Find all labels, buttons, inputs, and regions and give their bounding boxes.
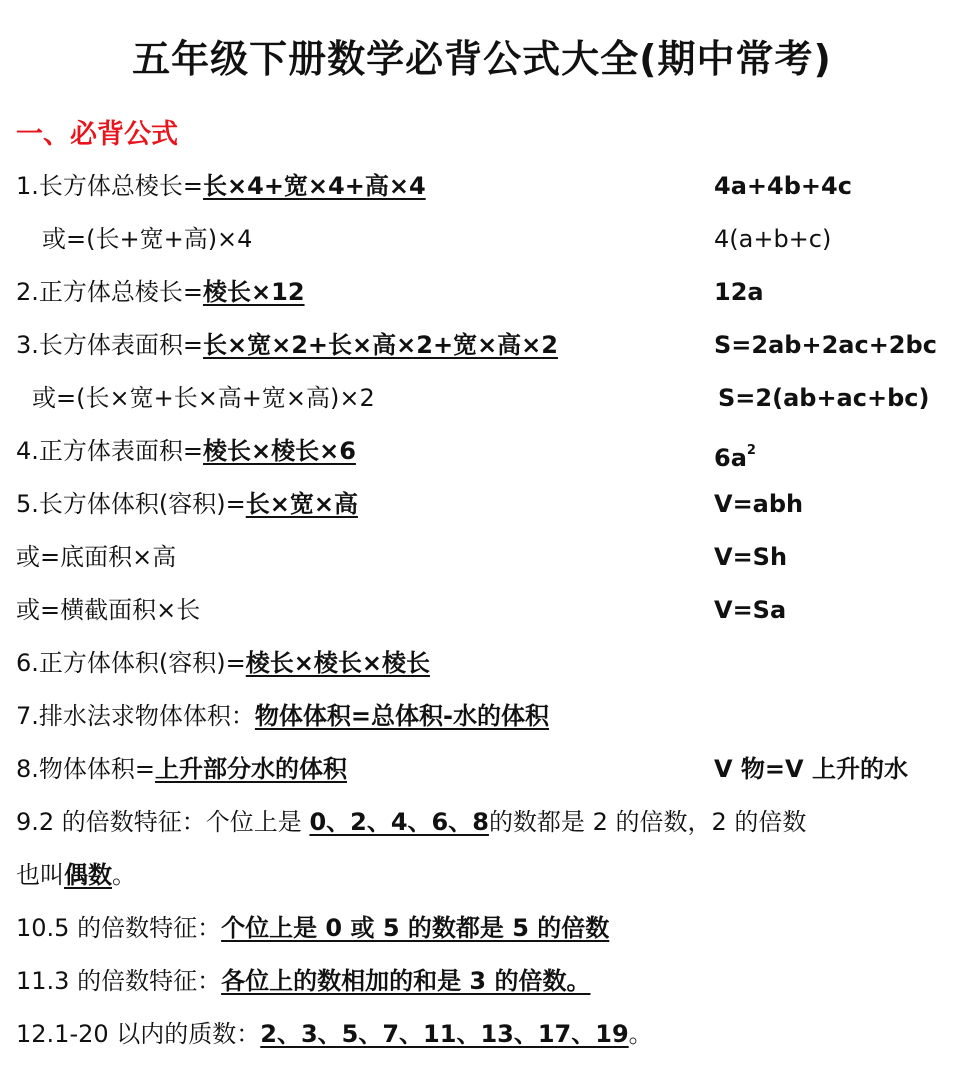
row-lead: 8.物体体积= xyxy=(16,755,156,783)
formula-symbolic-6 xyxy=(714,431,756,471)
row-lead: 12.1-20 以内的质数： xyxy=(16,1020,261,1048)
row-key: 偶数 xyxy=(64,861,112,889)
row-key: 物体体积=总体积-水的体积 xyxy=(254,702,549,730)
row-lead: 1.长方体总棱长= xyxy=(16,172,204,200)
formula-symbolic-3: 12a xyxy=(714,278,764,306)
row-lead: 7.排水法求物体体积： xyxy=(16,702,255,730)
row-lead: 3.长方体表面积= xyxy=(16,331,204,359)
formula-symbolic-2: 4(a+b+c) xyxy=(714,225,832,253)
row-tail: 。 xyxy=(112,861,136,889)
row-key: 长×宽×2+长×高×2+宽×高×2 xyxy=(203,331,558,359)
row-lead: 2.正方体总棱长= xyxy=(16,278,204,306)
row-key: 棱长×棱长×棱长 xyxy=(245,649,430,677)
row-lead: 也叫 xyxy=(16,861,64,889)
formula-row-5 xyxy=(32,378,375,418)
formula-row-8 xyxy=(16,537,176,577)
row-key: 0、2、4、6、8 xyxy=(309,808,489,836)
row-key: 长×宽×高 xyxy=(245,490,358,518)
formula-base: 6a xyxy=(714,444,747,472)
row-lead: 5.长方体体积(容积)= xyxy=(16,490,246,518)
row-lead: 6.正方体体积(容积)= xyxy=(16,649,246,677)
row-lead: 或=底面积×高 xyxy=(16,543,177,571)
formula-row-6 xyxy=(16,431,356,471)
formula-symbolic-5: S=2(ab+ac+bc) xyxy=(718,384,930,412)
row-lead: 或=(长×宽+长×高+宽×高)×2 xyxy=(32,384,375,412)
page-title: 五年级下册数学必背公式大全(期中常考) xyxy=(132,37,832,81)
formula-row-14 xyxy=(16,855,136,895)
row-lead: 或=(长+宽+高)×4 xyxy=(42,225,253,253)
row-key: 棱长×棱长×6 xyxy=(203,437,356,465)
row-key: 2、3、5、7、11、13、17、19 xyxy=(260,1020,629,1048)
formula-row-7 xyxy=(16,484,358,524)
formula-row-12 xyxy=(16,749,347,789)
row-key: 个位上是 0 或 5 的数都是 5 的倍数 xyxy=(221,914,610,942)
row-key: 棱长×12 xyxy=(203,278,305,306)
row-lead: 4.正方体表面积= xyxy=(16,437,204,465)
section-heading: 一、必背公式 xyxy=(16,119,178,150)
row-lead: 11.3 的倍数特征： xyxy=(16,967,222,995)
formula-row-3 xyxy=(16,272,305,312)
row-key: 上升部分水的体积 xyxy=(155,755,348,783)
formula-symbolic-1: 4a+4b+4c xyxy=(714,172,852,200)
formula-symbolic-7: V=abh xyxy=(714,490,804,518)
formula-row-10 xyxy=(16,643,430,683)
formula-symbolic-12: V 物=V 上升的水 xyxy=(714,755,908,783)
row-key: 各位上的数相加的和是 3 的倍数。 xyxy=(221,967,591,995)
formula-row-16 xyxy=(16,961,591,1001)
formula-row-2 xyxy=(42,219,252,259)
formula-exponent: 2 xyxy=(746,443,756,458)
formula-row-1 xyxy=(16,166,426,206)
row-lead: 或=横截面积×长 xyxy=(16,596,201,624)
formula-row-9 xyxy=(16,590,200,630)
formula-symbolic-8: V=Sh xyxy=(714,543,788,571)
formula-row-15 xyxy=(16,908,609,948)
formula-row-17 xyxy=(16,1014,653,1054)
row-tail: 。 xyxy=(628,1020,653,1048)
formula-row-11 xyxy=(16,696,549,736)
formula-row-13 xyxy=(16,802,806,842)
row-lead: 10.5 的倍数特征： xyxy=(16,914,222,942)
formula-symbolic-4: S=2ab+2ac+2bc xyxy=(714,331,937,359)
row-key: 长×4+宽×4+高×4 xyxy=(203,172,426,200)
row-tail: 的数都是 2 的倍数，2 的倍数 xyxy=(488,808,807,836)
row-lead: 9.2 的倍数特征：个位上是 xyxy=(16,808,310,836)
formula-row-4 xyxy=(16,325,558,365)
formula-symbolic-9: V=Sa xyxy=(714,596,787,624)
